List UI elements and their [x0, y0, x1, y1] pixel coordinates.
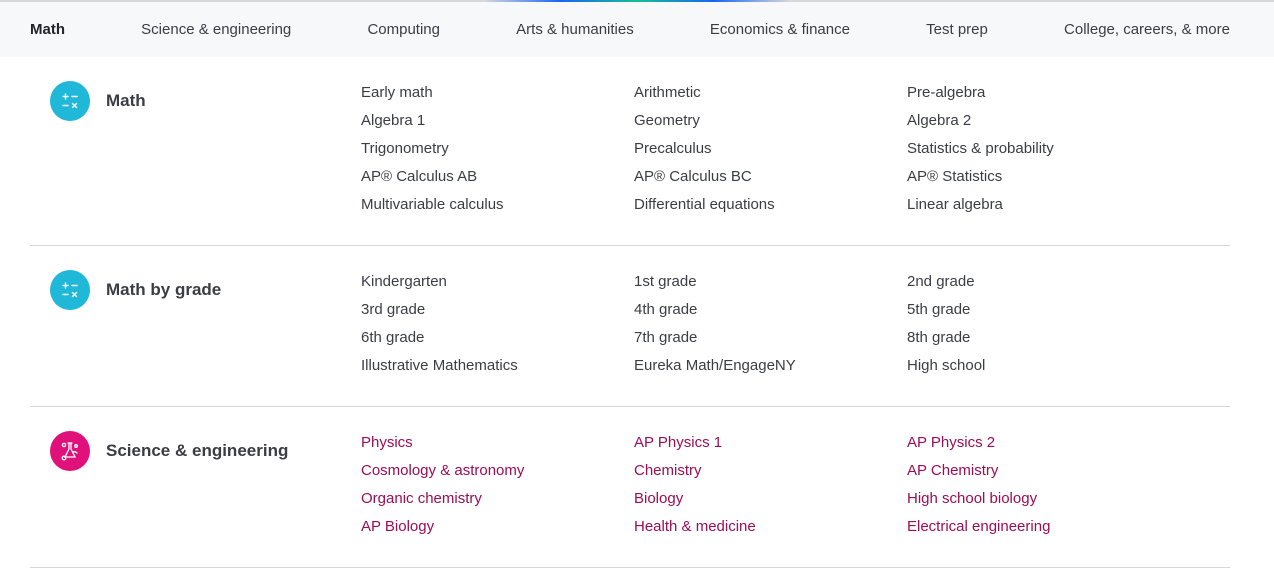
topic-link[interactable]: AP Biology: [361, 518, 435, 535]
topic-link[interactable]: Pre-algebra: [907, 84, 986, 101]
link-column: [907, 268, 985, 380]
topic-link[interactable]: 1st grade: [634, 273, 697, 290]
topic-link[interactable]: 3rd grade: [361, 301, 426, 318]
topic-link[interactable]: Early math: [361, 84, 433, 101]
topic-link[interactable]: Statistics & probability: [907, 140, 1054, 157]
section-science-engineering: [30, 407, 1230, 568]
topic-link[interactable]: Precalculus: [634, 140, 712, 157]
topic-link[interactable]: 2nd grade: [907, 273, 975, 290]
tab-test-prep[interactable]: Test prep: [926, 21, 988, 38]
section-header[interactable]: [50, 431, 288, 471]
topic-link[interactable]: AP Physics 2: [907, 434, 996, 451]
section-header[interactable]: [50, 81, 146, 121]
topic-link[interactable]: AP Chemistry: [907, 462, 999, 479]
topic-link[interactable]: Multivariable calculus: [361, 196, 504, 213]
tab-math[interactable]: Math: [30, 21, 65, 38]
section-title[interactable]: Science & engineering: [106, 441, 289, 460]
topic-link[interactable]: Linear algebra: [907, 196, 1003, 213]
link-column: [361, 268, 518, 380]
topic-link[interactable]: Geometry: [634, 112, 700, 129]
link-column: [634, 268, 796, 380]
link-column: [907, 429, 1050, 541]
tab-economics-finance[interactable]: Economics & finance: [709, 21, 850, 38]
topic-link[interactable]: Chemistry: [634, 462, 702, 479]
topic-link[interactable]: AP Physics 1: [634, 434, 723, 451]
topic-link[interactable]: 6th grade: [361, 329, 425, 346]
topic-link[interactable]: AP® Statistics: [907, 168, 1003, 185]
link-column: [634, 429, 756, 541]
tab-college-careers[interactable]: College, careers, & more: [1064, 21, 1230, 38]
math-icon: [50, 270, 90, 310]
topic-link[interactable]: Algebra 2: [907, 112, 972, 129]
topic-link[interactable]: Illustrative Mathematics: [361, 357, 518, 374]
subject-nav: [0, 2, 1274, 57]
topic-link[interactable]: Algebra 1: [361, 112, 426, 129]
topic-link[interactable]: Organic chemistry: [361, 490, 482, 507]
topic-link[interactable]: Cosmology & astronomy: [361, 462, 525, 479]
topic-link[interactable]: Arithmetic: [634, 84, 701, 101]
topic-link[interactable]: Differential equations: [634, 196, 775, 213]
link-column: [361, 79, 504, 219]
topic-link[interactable]: Physics: [361, 434, 413, 451]
tab-science-engineering[interactable]: Science & engineering: [141, 21, 292, 38]
topic-link[interactable]: Kindergarten: [361, 273, 447, 290]
section-header[interactable]: [50, 270, 221, 310]
topic-link[interactable]: Trigonometry: [361, 140, 449, 157]
tab-computing[interactable]: Computing: [367, 21, 440, 38]
section-title[interactable]: Math by grade: [106, 280, 222, 299]
topic-link[interactable]: Electrical engineering: [907, 518, 1051, 535]
topic-link[interactable]: 8th grade: [907, 329, 971, 346]
topic-link[interactable]: 4th grade: [634, 301, 698, 318]
topic-link[interactable]: 5th grade: [907, 301, 971, 318]
topic-link[interactable]: AP® Calculus AB: [361, 168, 478, 185]
link-column: [361, 429, 524, 541]
topic-link[interactable]: High school: [907, 357, 986, 374]
topic-link[interactable]: 7th grade: [634, 329, 698, 346]
topic-link[interactable]: AP® Calculus BC: [634, 168, 752, 185]
section-math-by-grade: [30, 246, 1230, 407]
topic-link[interactable]: High school biology: [907, 490, 1038, 507]
section-math: [30, 57, 1230, 246]
tab-arts-humanities[interactable]: Arts & humanities: [516, 21, 634, 38]
topic-link[interactable]: Biology: [634, 490, 684, 507]
section-title[interactable]: Math: [106, 91, 146, 110]
topic-link[interactable]: Eureka Math/EngageNY: [634, 357, 796, 374]
science-icon: [50, 431, 90, 471]
math-icon: [50, 81, 90, 121]
topic-link[interactable]: Health & medicine: [634, 518, 756, 535]
link-column: [634, 79, 775, 219]
link-column: [907, 79, 1054, 219]
